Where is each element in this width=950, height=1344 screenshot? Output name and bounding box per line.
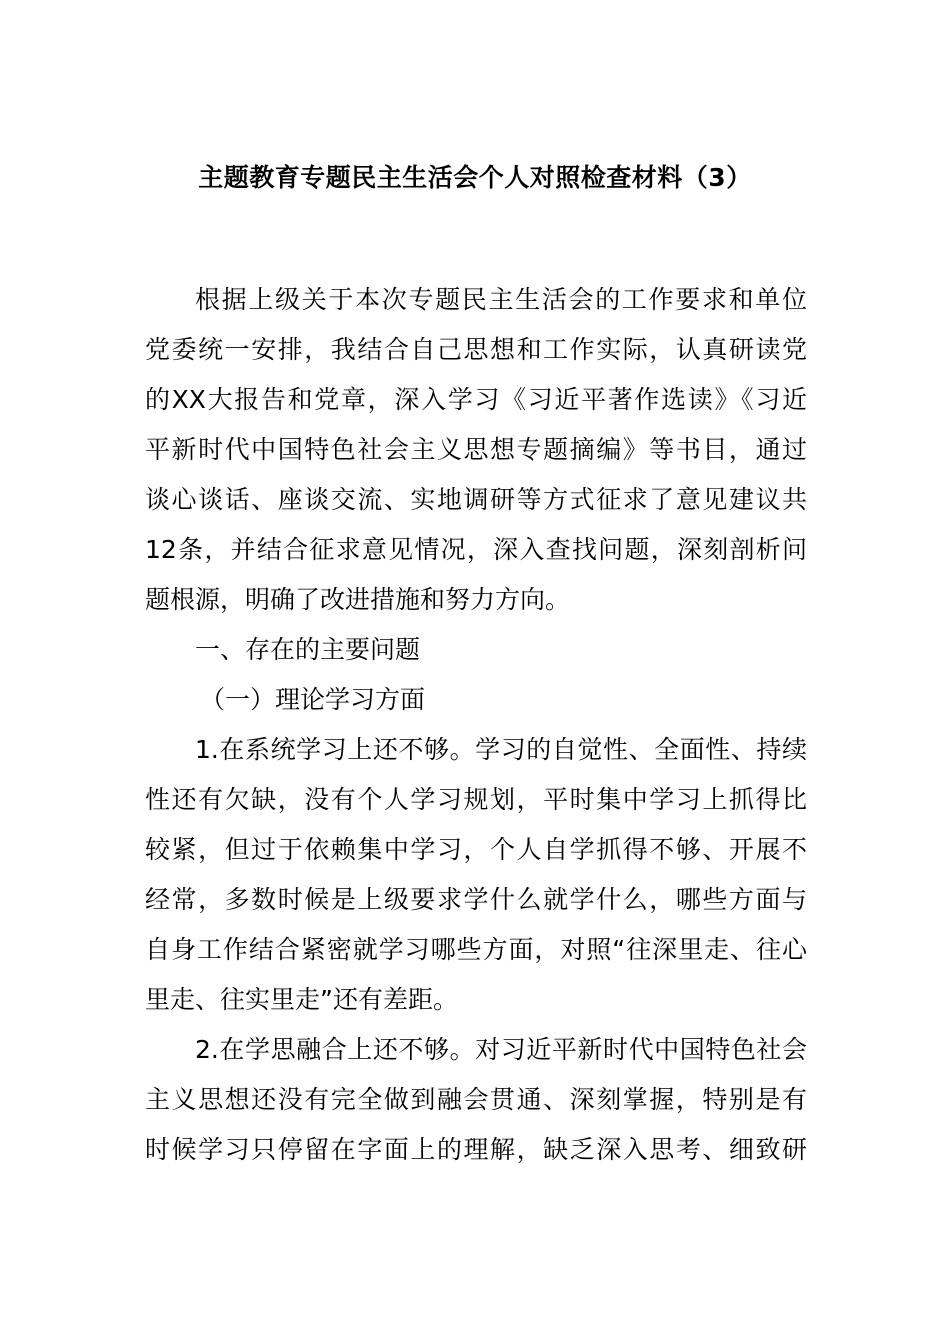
paragraph-line: 题根源，明确了改进措施和努力方向。 bbox=[145, 585, 571, 614]
paragraph-line: 经常，多数时候是上级要求学什么就学什么，哪些方面与 bbox=[145, 885, 807, 914]
paragraph-line: 的XX大报告和党章，深入学习《习近平著作选读》《习近 bbox=[145, 385, 807, 414]
paragraph-line: 性还有欠缺，没有个人学习规划，平时集中学习上抓得比 bbox=[145, 785, 807, 814]
paragraph-line: 谈心谈话、座谈交流、实地调研等方式征求了意见建议共 bbox=[145, 485, 807, 514]
paragraph-line: 自身工作结合紧密就学习哪些方面，对照“往深里走、往心 bbox=[145, 935, 807, 964]
subsection-heading: （一）理论学习方面 bbox=[200, 685, 426, 714]
paragraph-line: 较紧，但过于依赖集中学习，个人自学抓得不够、开展不 bbox=[145, 835, 807, 864]
paragraph-line: 主义思想还没有完全做到融会贯通、深刻掌握，特别是有 bbox=[145, 1085, 807, 1114]
paragraph-line: 里走、往实里走”还有差距。 bbox=[145, 985, 458, 1014]
paragraph-line: 根据上级关于本次专题民主生活会的工作要求和单位 bbox=[195, 285, 807, 314]
paragraph-line: 时候学习只停留在字面上的理解，缺乏深入思考、细致研 bbox=[145, 1135, 807, 1164]
section-heading: 一、存在的主要问题 bbox=[195, 635, 421, 664]
document-body bbox=[145, 275, 807, 1175]
paragraph-line: 平新时代中国特色社会主义思想专题摘编》等书目，通过 bbox=[145, 435, 807, 464]
paragraph-line: 党委统一安排，我结合自己思想和工作实际，认真研读党 bbox=[145, 335, 807, 364]
paragraph-line: 1.在系统学习上还不够。学习的自觉性、全面性、持续 bbox=[195, 735, 807, 764]
paragraph-line: 12条，并结合征求意见情况，深入查找问题，深刻剖析问 bbox=[145, 535, 807, 564]
paragraph-line: 2.在学思融合上还不够。对习近平新时代中国特色社会 bbox=[195, 1035, 807, 1064]
document-title: 主题教育专题民主生活会个人对照检查材料（3） bbox=[198, 163, 752, 192]
